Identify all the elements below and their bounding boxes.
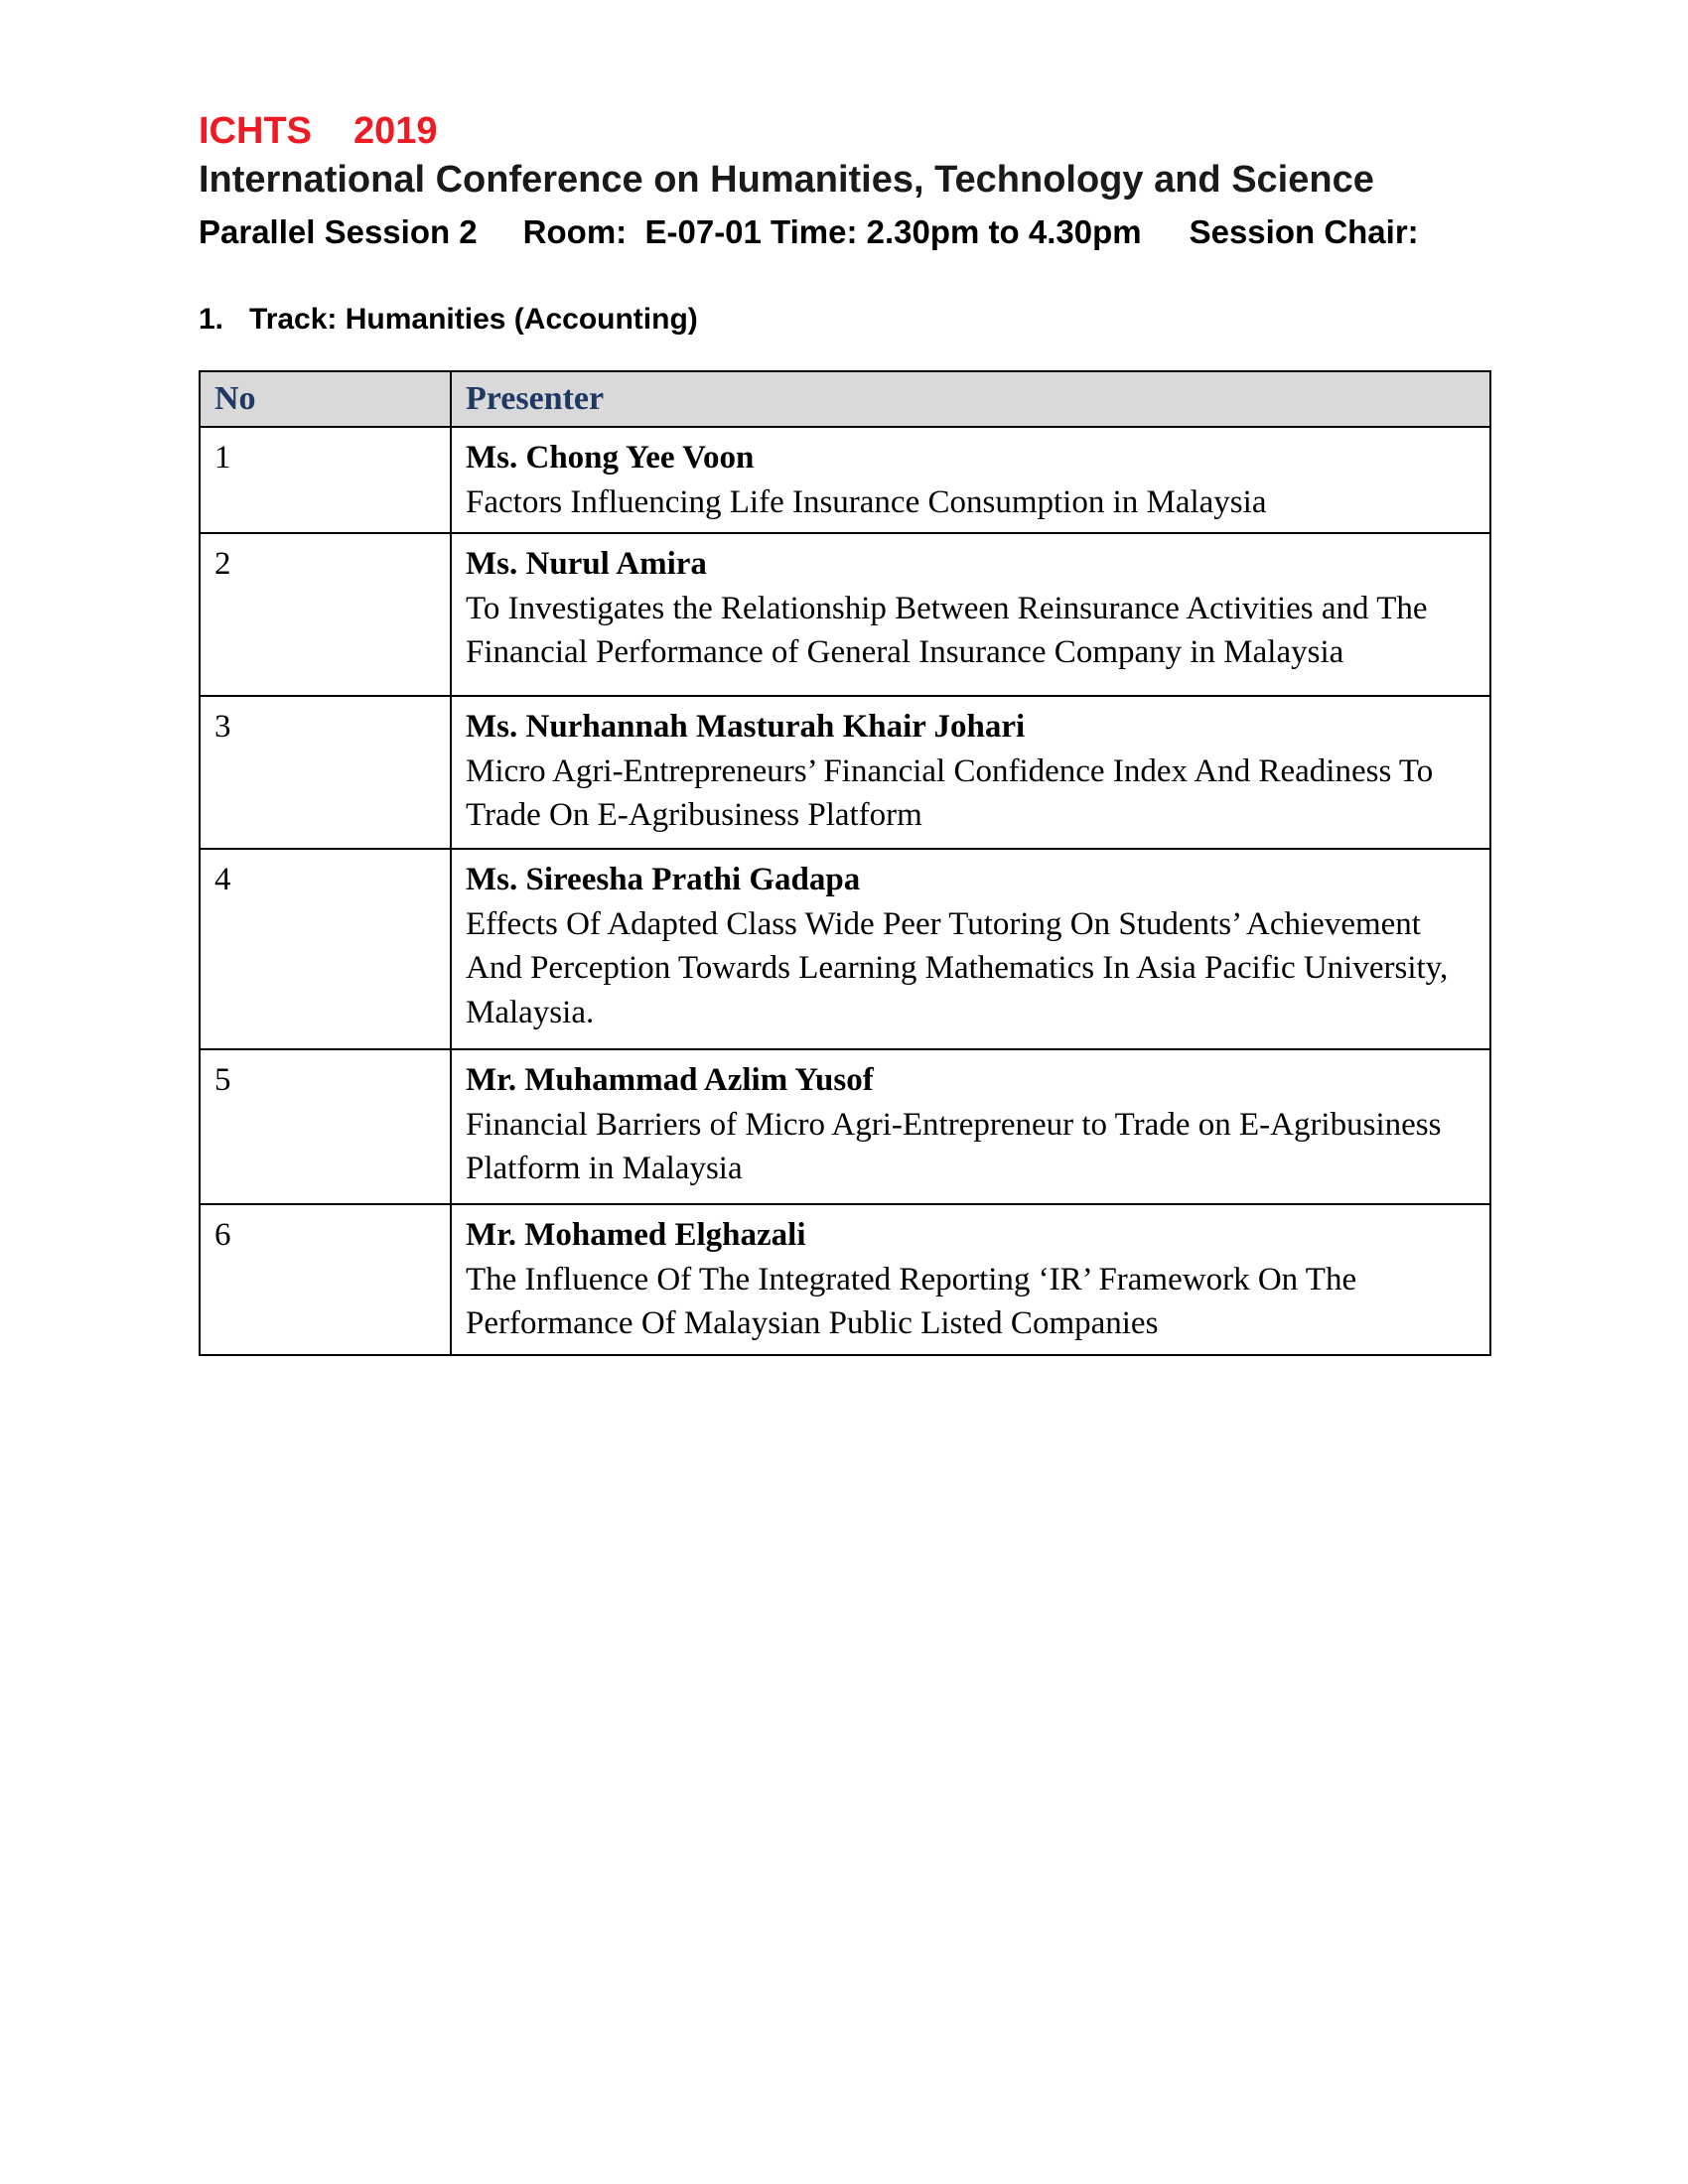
presenter-name: Mr. Mohamed Elghazali	[466, 1217, 806, 1254]
track-heading	[199, 300, 1489, 339]
track-number: 1.	[199, 302, 224, 336]
column-header-no: No	[200, 371, 451, 427]
paper-title: To Investigates the Relationship Between Reinsurance Activities and The Financial Performance of General Insurance Company in Malaysia	[466, 590, 1428, 671]
table-row	[200, 427, 1490, 533]
paper-title: The Influence Of The Integrated Reporting ‘IR’ Framework On The Performance Of Malaysian Public Listed Companies	[466, 1261, 1357, 1342]
row-number-cell: 1	[200, 427, 451, 533]
presenter-name: Ms. Sireesha Prathi Gadapa	[466, 862, 861, 898]
conference-code	[199, 109, 1489, 155]
paper-title: Factors Influencing Life Insurance Consumption in Malaysia	[466, 483, 1267, 520]
presenter-cell	[451, 1204, 1490, 1355]
conference-title: International Conference on Humanities, Technology and Science	[199, 158, 1374, 201]
table-row	[200, 1204, 1490, 1355]
row-number-cell: 4	[200, 849, 451, 1049]
session-chair-label: Session Chair:	[1189, 213, 1419, 251]
paper-title: Micro Agri-Entrepreneurs’ Financial Confidence Index And Readiness To Trade On E-Agribusiness Platform	[466, 752, 1434, 834]
table-row	[200, 849, 1490, 1049]
presenter-name: Ms. Chong Yee Voon	[466, 439, 755, 476]
column-header-presenter: Presenter	[451, 371, 1490, 427]
presenter-name: Ms. Nurul Amira	[466, 546, 707, 583]
row-number-cell: 3	[200, 696, 451, 849]
table-row	[200, 696, 1490, 849]
table-header-row	[200, 371, 1490, 427]
paper-title: Financial Barriers of Micro Agri-Entrepreneur to Trade on E-Agribusiness Platform in Malaysia	[466, 1106, 1442, 1187]
presenter-name: Mr. Muhammad Azlim Yusof	[466, 1062, 874, 1099]
presenter-name: Ms. Nurhannah Masturah Khair Johari	[466, 709, 1026, 746]
presenter-cell	[451, 533, 1490, 696]
row-number-cell: 5	[200, 1049, 451, 1204]
conference-year: 2019	[353, 110, 438, 152]
row-number-cell: 6	[200, 1204, 451, 1355]
track-label: Track: Humanities (Accounting)	[249, 302, 698, 336]
presenter-cell	[451, 1049, 1490, 1204]
paper-title: Effects Of Adapted Class Wide Peer Tutoring On Students’ Achievement And Perception Towards Learning Mathematics In Asia Pacific University, Malaysia.	[466, 905, 1449, 1030]
conference-code-text: ICHTS	[199, 110, 312, 152]
parallel-session-label: Parallel Session 2	[199, 213, 478, 251]
presenters-table	[199, 370, 1491, 1356]
document-page	[199, 109, 1489, 1356]
table-row	[200, 1049, 1490, 1204]
presenter-cell	[451, 696, 1490, 849]
session-info-line	[199, 211, 1489, 254]
presenter-cell	[451, 849, 1490, 1049]
table-row	[200, 533, 1490, 696]
room-time-label: Room: E-07-01 Time: 2.30pm to 4.30pm	[522, 213, 1142, 251]
presenter-cell	[451, 427, 1490, 533]
row-number-cell: 2	[200, 533, 451, 696]
